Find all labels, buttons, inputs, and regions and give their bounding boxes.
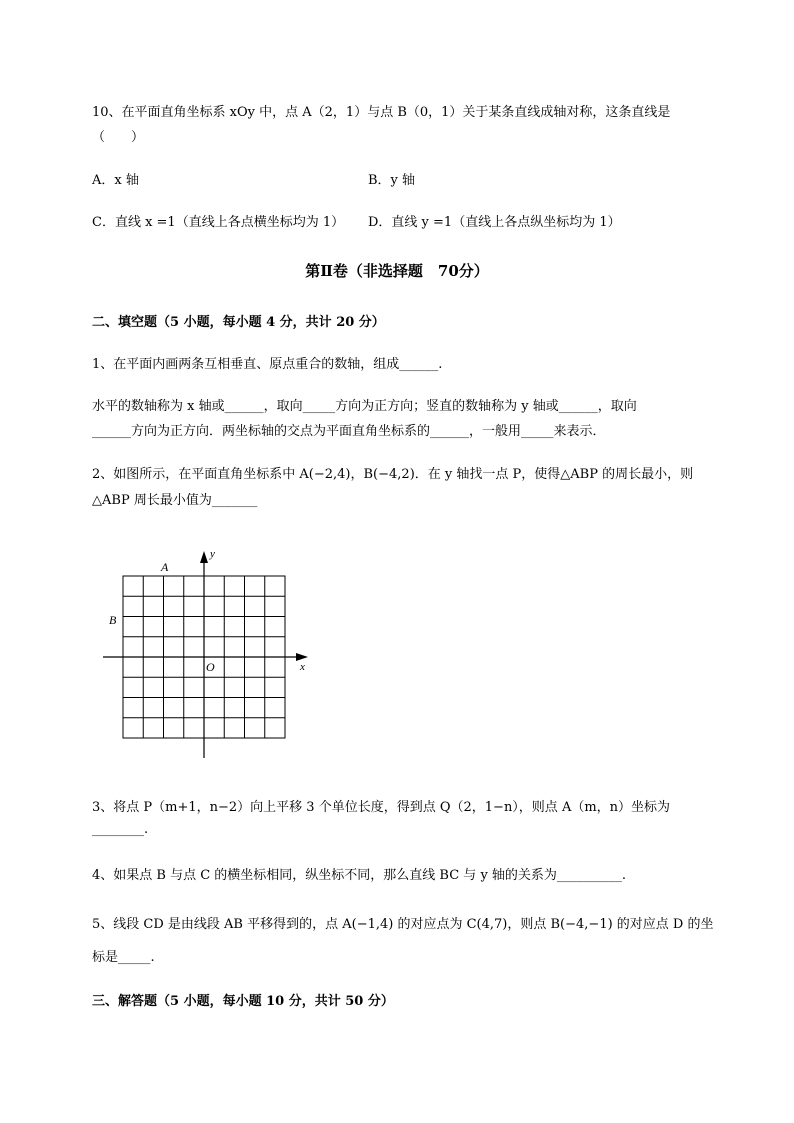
x-axis-arrow-icon — [296, 653, 308, 661]
fill1-line3: ______方向为正方向．两坐标轴的交点为平面直角坐标系的______，一般用_____来表示． — [92, 424, 606, 439]
fill3-line1: 3、将点 P（m+1，n−2）向上平移 3 个单位长度，得到点 Q（2，1−n），则点 A（m，n）坐标为 — [92, 800, 671, 815]
q10-option-b: B．y 轴 — [368, 173, 416, 188]
fill5-line2: 标是_____. — [92, 950, 155, 965]
label-origin-o: O — [206, 660, 215, 674]
fill3-line2: ________. — [92, 822, 149, 837]
fill4-line1: 4、如果点 B 与点 C 的横坐标相同，纵坐标不同，那么直线 BC 与 y 轴的关系为__________. — [92, 868, 627, 883]
section2-heading: 二、填空题（5 小题，每小题 4 分，共计 20 分） — [92, 315, 385, 330]
fill2-line1: 2、如图所示，在平面直角坐标系中 A(−2,4)，B(−4,2)．在 y 轴找一点 P，使得△ABP 的周长最小，则 — [92, 467, 694, 482]
fill2-line2: △ABP 周长最小值为_______ — [92, 493, 258, 508]
section3-heading: 三、解答题（5 小题，每小题 10 分，共计 50 分） — [92, 994, 394, 1009]
fill1-line2: 水平的数轴称为 x 轴或______，取向_____方向为正方向；竖直的数轴称为 y 轴或______，取向 — [92, 399, 637, 414]
q10-stem-line1: 10、在平面直角坐标系 xOy 中，点 A（2，1）与点 B（0，1）关于某条直线成轴对称，这条直线是 — [92, 105, 671, 120]
label-x-axis: x — [300, 661, 305, 673]
q10-option-c: C．直线 x =1（直线上各点横坐标均为 1） — [92, 215, 345, 230]
fill1-line1: 1、在平面内画两条互相垂直、原点重合的数轴，组成______. — [92, 357, 443, 372]
q10-option-a: A．x 轴 — [92, 173, 139, 188]
q10-option-d: D．直线 y =1（直线上各点纵坐标均为 1） — [368, 215, 621, 230]
label-y-axis: y — [210, 548, 215, 560]
label-point-b: B — [109, 613, 117, 627]
y-axis-arrow-icon — [200, 551, 208, 563]
part2-title: 第Ⅱ卷（非选择题 70分） — [305, 262, 489, 280]
coordinate-grid-figure — [98, 545, 318, 760]
label-point-a: A — [161, 560, 169, 574]
q10-stem-line2: （ ） — [92, 130, 145, 145]
fill5-line1: 5、线段 CD 是由线段 AB 平移得到的，点 A(−1,4) 的对应点为 C(4,7)，则点 B(−4,−1) 的对应点 D 的坐 — [92, 917, 714, 932]
